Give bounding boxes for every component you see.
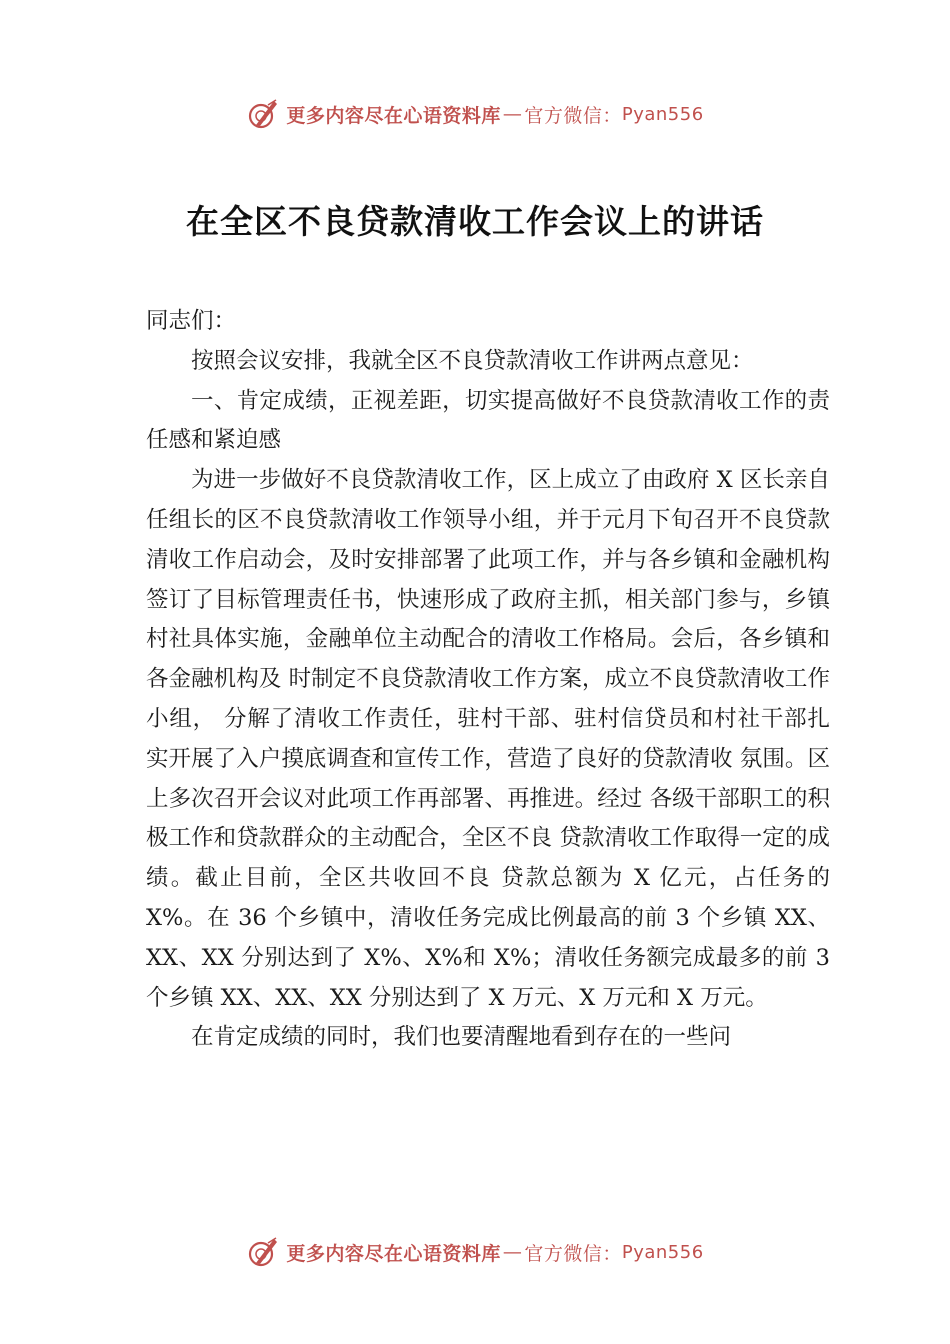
quill-logo-icon	[246, 1235, 280, 1269]
watermark-separator: —	[502, 1241, 523, 1263]
paragraph: 按照会议安排，我就全区不良贷款清收工作讲两点意见：	[191, 347, 754, 374]
watermark-brand: 更多内容尽在心语资料库	[286, 1242, 501, 1265]
paragraph: 为进一步做好不良贷款清收工作，区上成立了由政府 X 区长亲自任组长的区不良贷款清收工作领导小组，并于元月下旬召开不良贷款清收工作启动会，及时安排部署了此项工作，并与各乡镇和金融机构签订了目标管理责任书，快速形成了政府主抓，相关部门参与，乡镇村社具体实施，金融单位主动配合的清收工作格局。会后，各乡镇和各金融机构及 时制定不良贷款清收工作方案，成立不良贷款清收工作小组， 分解了清收工作责任，驻村干部、驻村信贷员和村社干部扎 实开展了入户摸底调查和宣传工作，营造了良好的贷款清收 氛围。区上多次召开会议对此项工作再部署、再推进。经过 各级干部职工的积极工作和贷款群众的主动配合，全区不良 贷款清收工作取得一定的成绩。截止目前，全区共收回不良 贷款总额为 X 亿元，占任务的 X%。在 36 个乡镇中，清收任务完成比例最高的前 3 个乡镇 XX、XX、XX 分别达到了 X%、X%和 X%；清收任务额完成最多的前 3 个乡镇 XX、XX、XX 分别达到了 X 万元、X 万元和 X 万元。	[146, 467, 830, 1011]
document-body	[146, 302, 830, 1058]
watermark-wechat-id: Pyan556	[621, 103, 704, 125]
quill-logo-icon	[246, 97, 280, 131]
watermark-wechat-label: 官方微信：	[524, 1242, 622, 1265]
watermark-brand: 更多内容尽在心语资料库	[286, 104, 501, 127]
watermark-separator: —	[502, 103, 523, 125]
watermark-wechat-label: 官方微信：	[524, 104, 622, 127]
greeting: 同志们：	[146, 308, 237, 334]
watermark-banner-bottom	[0, 1232, 950, 1272]
paragraph: 在肯定成绩的同时，我们也要清醒地看到存在的一些问	[191, 1024, 732, 1051]
section-heading: 一、肯定成绩，正视差距，切实提高做好不良贷款清收工作的责任感和紧迫感	[146, 387, 830, 454]
watermark-banner-top	[0, 94, 950, 134]
watermark-wechat-id: Pyan556	[621, 1241, 704, 1263]
document-title: 在全区不良贷款清收工作会议上的讲话	[186, 202, 764, 241]
